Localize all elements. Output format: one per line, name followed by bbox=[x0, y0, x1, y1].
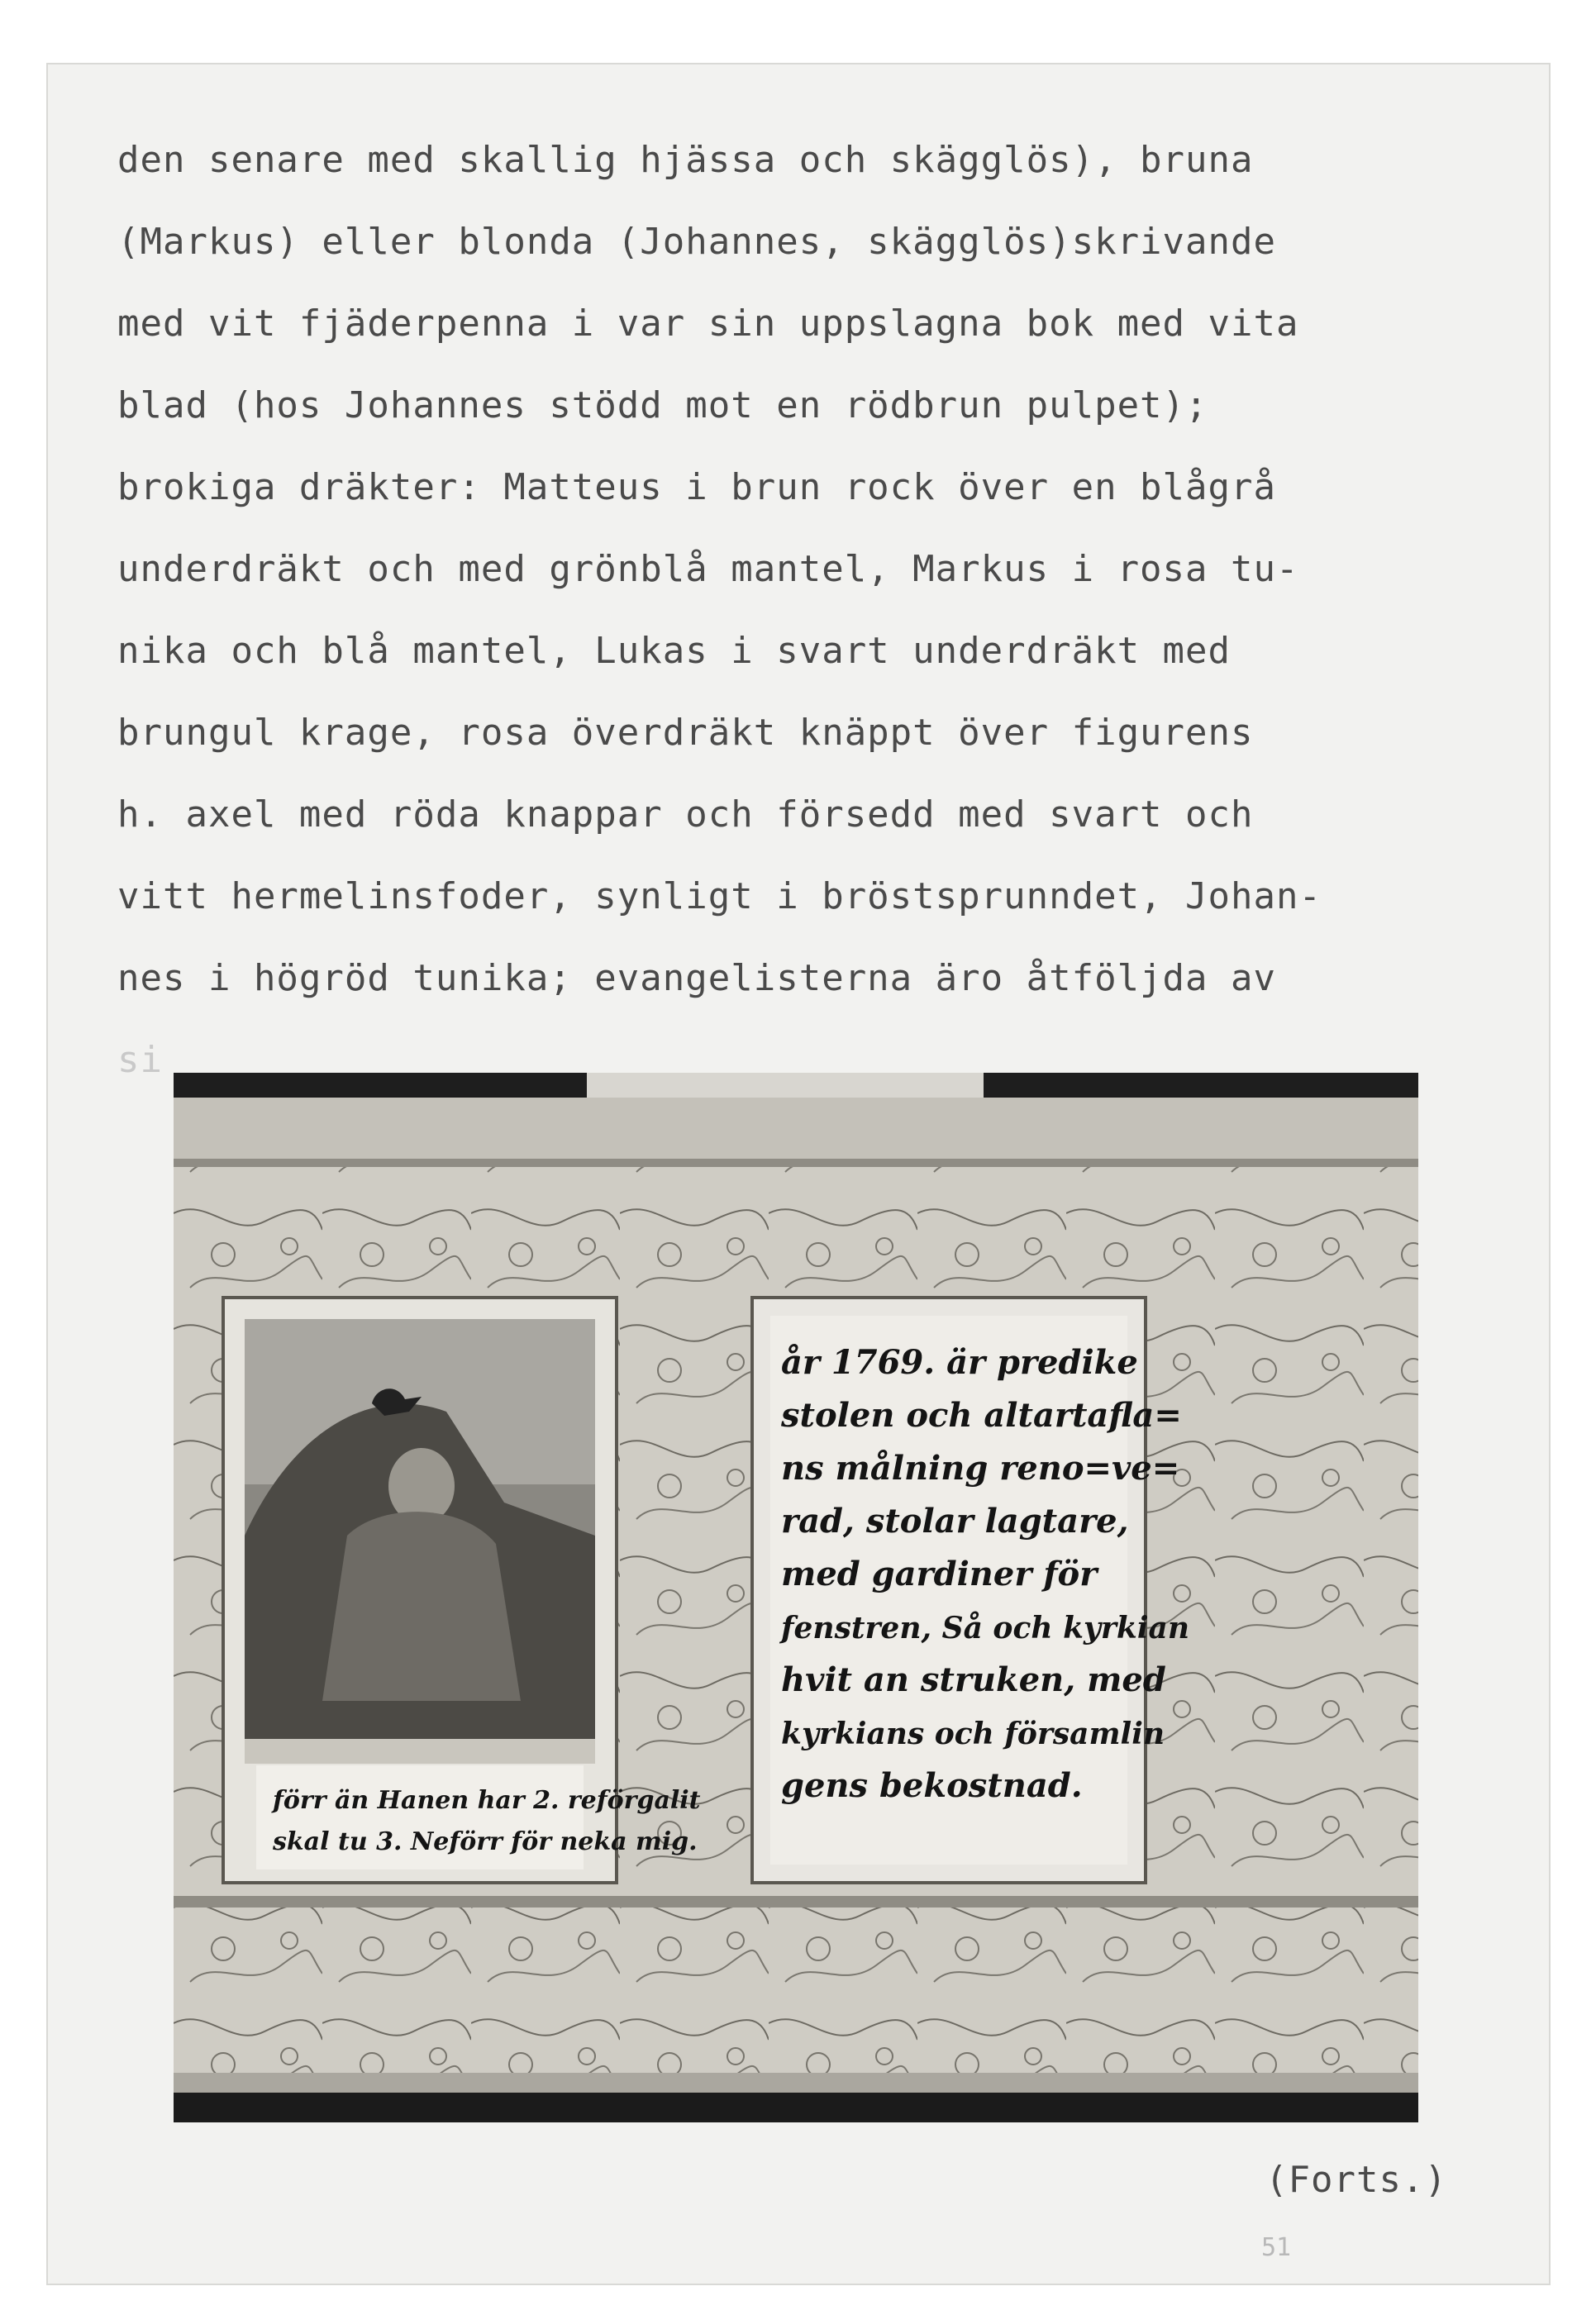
text-line: brokiga dräkter: Matteus i brun rock över en blågrå bbox=[117, 466, 1277, 508]
text-line: h. axel med röda knappar och försedd med svart och bbox=[117, 793, 1254, 836]
text-line: vitt hermelinsfoder, synligt i bröstsprunndet, Johan- bbox=[117, 875, 1322, 917]
inscription-line: med gardiner för bbox=[781, 1555, 1098, 1593]
cut-text-line: si bbox=[117, 1039, 163, 1081]
text-line: blad (hos Johannes stödd mot en rödbrun pulpet); bbox=[117, 384, 1208, 426]
pulpit-photograph bbox=[174, 1073, 1418, 2122]
inscription-line: stolen och altartafla= bbox=[781, 1396, 1182, 1435]
left-caption-line: skal tu 3. Neförr för neka mig. bbox=[273, 1827, 698, 1856]
inscription-line: ns målning reno=ve= bbox=[781, 1449, 1180, 1488]
kneeling-figure bbox=[322, 1512, 521, 1701]
text-line: (Markus) eller blonda (Johannes, skägglös)skrivande bbox=[117, 221, 1277, 263]
text-line: underdräkt och med grönblå mantel, Markus i rosa tu- bbox=[117, 548, 1299, 590]
typed-text bbox=[117, 136, 1473, 1117]
inscription-line: kyrkians och församlin bbox=[781, 1717, 1165, 1751]
inscription-line: hvit an struken, med bbox=[781, 1660, 1166, 1699]
text-line: nes i högröd tunika; evangelisterna äro åtföljda av bbox=[117, 957, 1277, 999]
text-line: brungul krage, rosa överdräkt knäppt över figurens bbox=[117, 712, 1254, 754]
continued-note: (Forts.) bbox=[1265, 2159, 1447, 2201]
pulpit-photo-drawing bbox=[174, 1073, 1418, 2122]
inscription-line: gens bekostnad. bbox=[781, 1766, 1083, 1805]
text-line: nika och blå mantel, Lukas i svart underdräkt med bbox=[117, 630, 1232, 672]
text-line: den senare med skallig hjässa och skägglös), bruna bbox=[117, 139, 1254, 181]
page-number: 51 bbox=[1261, 2233, 1292, 2262]
inscription-line: år 1769. är predike bbox=[781, 1343, 1138, 1382]
inscription-line: fenstren, Så och kyrkian bbox=[781, 1611, 1190, 1646]
inscription-line: rad, stolar lagtare, bbox=[781, 1502, 1129, 1541]
text-line: med vit fjäderpenna i var sin uppslagna bok med vita bbox=[117, 302, 1299, 345]
left-caption-line: förr än Hanen har 2. reförgalit bbox=[273, 1786, 701, 1815]
